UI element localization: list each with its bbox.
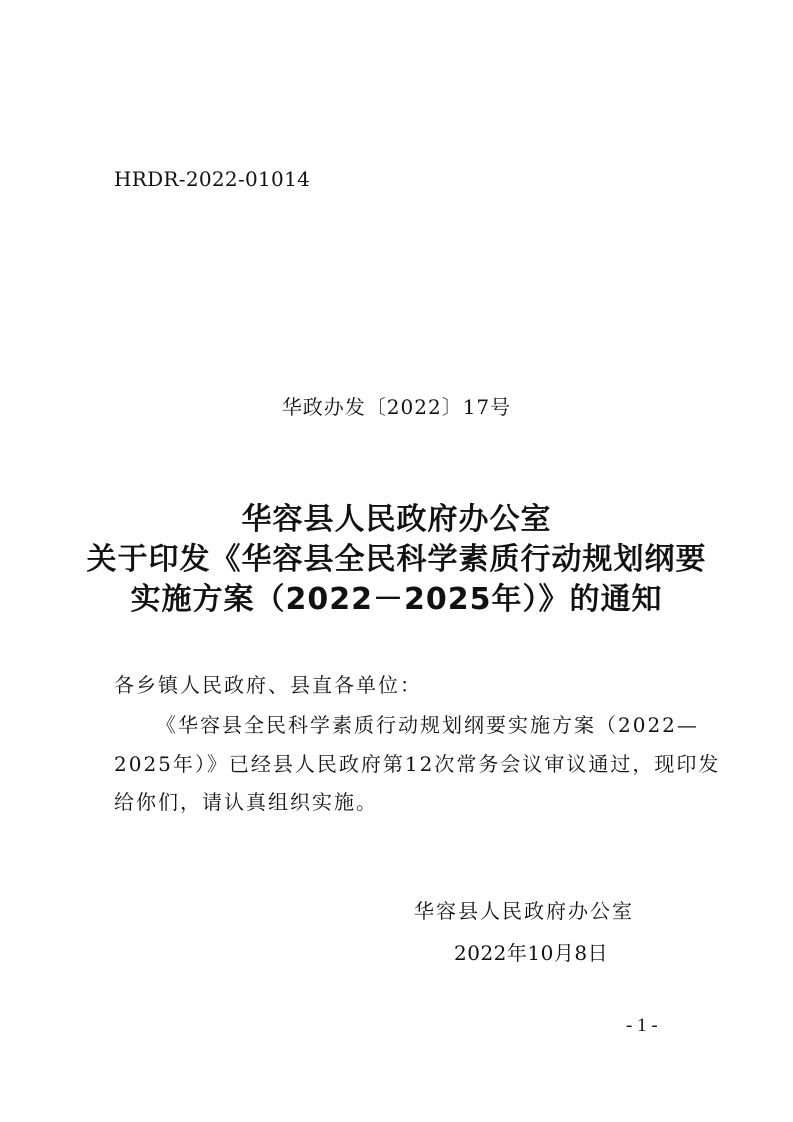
title-line: 实施方案（2022－2025年）》的通知 xyxy=(130,582,663,617)
body-line: 《华容县全民科学素质行动规划纲要实施方案（2022— xyxy=(156,713,699,737)
body-line: 2025年）》已经县人民政府第12次常务会议审议通过，现印发 xyxy=(114,751,721,776)
signature-date: 2022年10月8日 xyxy=(454,941,609,965)
body-paragraph xyxy=(114,706,721,822)
signature-org: 华容县人民政府办公室 xyxy=(414,899,634,923)
document-number: 华政办发〔2022〕17号 xyxy=(281,395,512,419)
body-line: 给你们，请认真组织实施。 xyxy=(114,790,378,814)
title-line: 华容县人民政府办公室 xyxy=(241,502,552,537)
page-number: - 1 - xyxy=(626,1015,658,1036)
document-title xyxy=(0,500,793,620)
title-line: 关于印发《华容县全民科学素质行动规划纲要 xyxy=(86,542,707,577)
document-code: HRDR-2022-01014 xyxy=(114,167,311,191)
salutation: 各乡镇人民政府、县直各单位： xyxy=(114,673,422,697)
